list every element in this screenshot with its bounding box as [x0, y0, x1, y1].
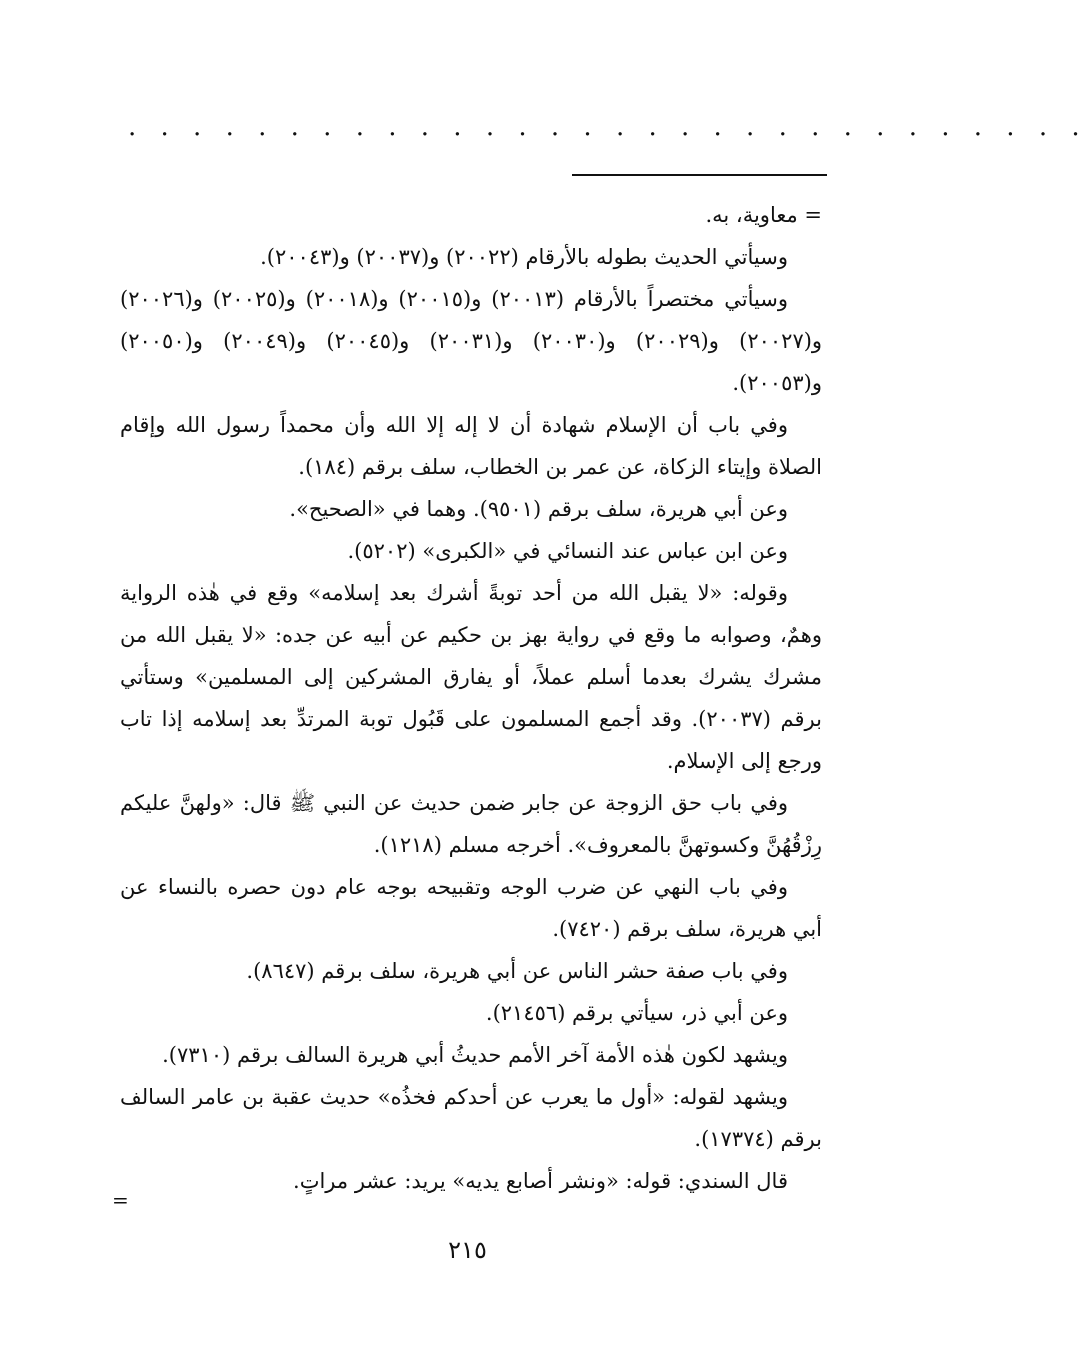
paragraph: وعن أبي هريرة، سلف برقم (٩٥٠١). وهما في «الصحيح».	[289, 497, 788, 521]
paragraph: قال السندي: قوله: «ونشر أصابع يديه» يريد: عشر مراتٍ.	[293, 1169, 788, 1193]
footnote-rule	[572, 174, 827, 176]
footnote-text	[120, 194, 822, 1202]
dotted-separator: . . . . . . . . . . . . . . . . . . . . . . . . . . . . . .	[128, 112, 1088, 142]
paragraph: وعن ابن عباس عند النسائي في «الكبرى» (٥٢٠٢).	[347, 539, 788, 563]
paragraph: ويشهد لكون هٰذه الأمة آخر الأمم حديثُ أبي هريرة السالف برقم (٧٣١٠).	[162, 1043, 788, 1067]
paragraph-continuation: = معاوية، به.	[705, 203, 822, 227]
continuation-mark: =	[112, 1188, 129, 1212]
paragraph: وفي باب أن الإسلام شهادة أن لا إله إلا الله وأن محمداً رسول الله وإقام الصلاة وإيتاء الزكاة، عن عمر بن الخطاب، سلف برقم (١٨٤).	[120, 413, 822, 479]
page-number: ٢١٥	[448, 1236, 487, 1264]
paragraph: ويشهد لقوله: «أول ما يعرب عن أحدكم فخذُه» حديث عقبة بن عامر السالف برقم (١٧٣٧٤).	[120, 1085, 822, 1151]
paragraph: وعن أبي ذر، سيأتي برقم (٢١٤٥٦).	[485, 1001, 788, 1025]
paragraph: وسيأتي مختصراً بالأرقام (٢٠٠١٣) و(٢٠٠١٥) و(٢٠٠١٨) و(٢٠٠٢٥) و(٢٠٠٢٦) و(٢٠٠٢٧) و(٢٠٠٢٩) و(٢٠٠٣٠) و(٢٠٠٣١) و(٢٠٠٤٥) و(٢٠٠٤٩) و(٢٠٠٥٠) و(٢٠٠٥٣).	[120, 287, 823, 395]
paragraph: وفي باب حق الزوجة عن جابر ضمن حديث عن النبي ﷺ قال: «ولهنَّ عليكم رِزْقُهُنَّ وكسوتهنَّ بالمعروف». أخرجه مسلم (١٢١٨).	[120, 791, 822, 857]
paragraph: وقوله: «لا يقبل الله من أحد توبةً أشرك بعد إسلامه» وقع في هٰذه الرواية وهمٌ، وصوابه ما وقع في رواية بهز بن حكيم عن أبيه عن جده: «لا يقبل الله من مشرك يشرك بعدما أسلم عملاً، أو يفارق المشركين إلى المسلمين» وستأتي برقم (٢٠٠٣٧). وقد أجمع المسلمون على قَبُول توبة المرتدِّ بعد إسلامه إذا تاب ورجع إلى الإسلام.	[120, 581, 822, 773]
paragraph: وسيأتي الحديث بطوله بالأرقام (٢٠٠٢٢) و(٢٠٠٣٧) و(٢٠٠٤٣).	[260, 245, 788, 269]
paragraph: وفي باب صفة حشر الناس عن أبي هريرة، سلف برقم (٨٦٤٧).	[246, 959, 788, 983]
paragraph: وفي باب النهي عن ضرب الوجه وتقبيحه بوجه عام دون حصره بالنساء عن أبي هريرة، سلف برقم (٧٤٢٠).	[120, 875, 822, 941]
